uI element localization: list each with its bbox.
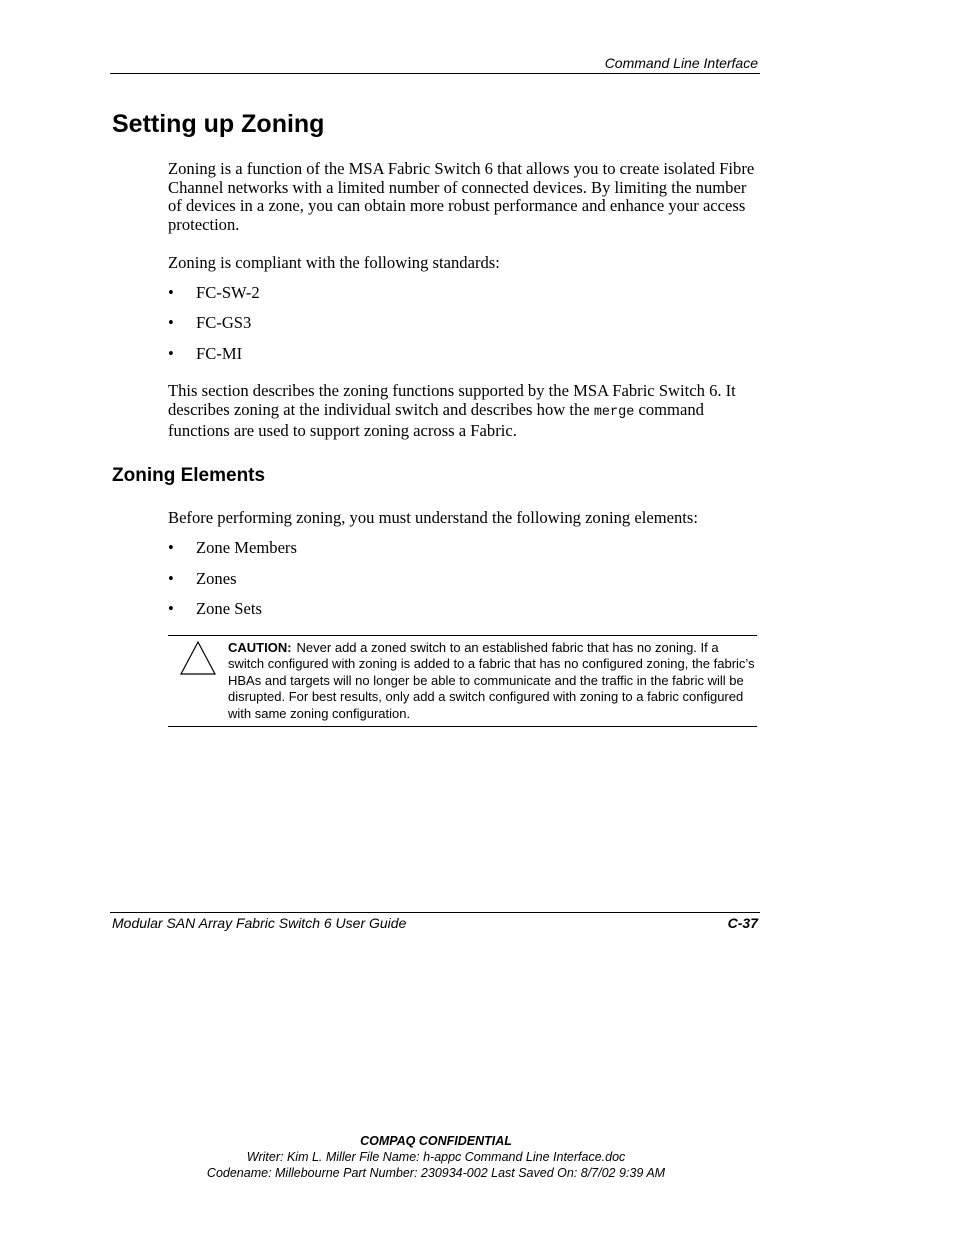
caution-top-rule xyxy=(168,635,757,636)
bullet-icon: • xyxy=(168,569,174,588)
list-item-label: FC-SW-2 xyxy=(196,283,260,302)
bullet-icon: • xyxy=(168,313,174,332)
bullet-icon: • xyxy=(168,344,174,363)
bullet-icon: • xyxy=(168,538,174,557)
list-item-label: Zones xyxy=(196,569,237,588)
bullet-icon: • xyxy=(168,599,174,618)
caution-note xyxy=(228,640,758,722)
caution-text: Never add a zoned switch to an established fabric that has no zoning. If a switch configured with zoning is added to a fabric that has no configured zoning, the fabric’s HBAs and targets will no longer be able to communicate and the traffic in the fabric will be disrupted. For best results, only add a switch configured with zoning to a fabric configured with same zoning configuration. xyxy=(228,640,755,721)
confidential-codename-line: Codename: Millebourne Part Number: 230934-002 Last Saved On: 8/7/02 9:39 AM xyxy=(206,1166,666,1180)
caution-bottom-rule xyxy=(168,726,757,727)
list-item-label: FC-MI xyxy=(196,344,243,363)
page-number: C-37 xyxy=(727,915,758,931)
caution-label: CAUTION: xyxy=(228,640,292,655)
confidential-title: COMPAQ CONFIDENTIAL xyxy=(360,1134,512,1148)
elements-intro: Before performing zoning, you must understand the following zoning elements: xyxy=(168,508,698,527)
intro-paragraph: Zoning is a function of the MSA Fabric Switch 6 that allows you to create isolated Fibre Channel networks with a limited number of connected devices. By limiting the number of devices in a zone, you can obtain more robust performance and enhance your access protection. xyxy=(168,159,755,234)
section-heading: Setting up Zoning xyxy=(112,110,325,138)
section-description xyxy=(168,382,768,441)
header-rule xyxy=(110,73,760,74)
merge-command: merge xyxy=(593,404,635,420)
subsection-heading: Zoning Elements xyxy=(112,465,266,486)
list-item-label: Zone Members xyxy=(196,538,297,557)
caution-triangle-icon xyxy=(179,640,217,676)
running-header: Command Line Interface xyxy=(604,55,758,71)
standards-intro: Zoning is compliant with the following standards: xyxy=(168,253,500,272)
footer-guide-title: Modular SAN Array Fabric Switch 6 User Guide xyxy=(112,915,407,931)
confidential-writer-line: Writer: Kim L. Miller File Name: h-appc Command Line Interface.doc xyxy=(246,1150,626,1164)
confidential-block xyxy=(0,1133,872,1181)
footer-rule xyxy=(110,912,760,913)
list-item-label: Zone Sets xyxy=(196,599,262,618)
description-text: This section describes the zoning functions supported by the MSA Fabric Switch 6. It describes zoning at the individual switch and describes how the xyxy=(168,381,736,419)
description-text-end: command functions are used to support zoning across a Fabric. xyxy=(168,399,704,441)
bullet-icon: • xyxy=(168,283,174,302)
list-item-label: FC-GS3 xyxy=(196,313,252,332)
